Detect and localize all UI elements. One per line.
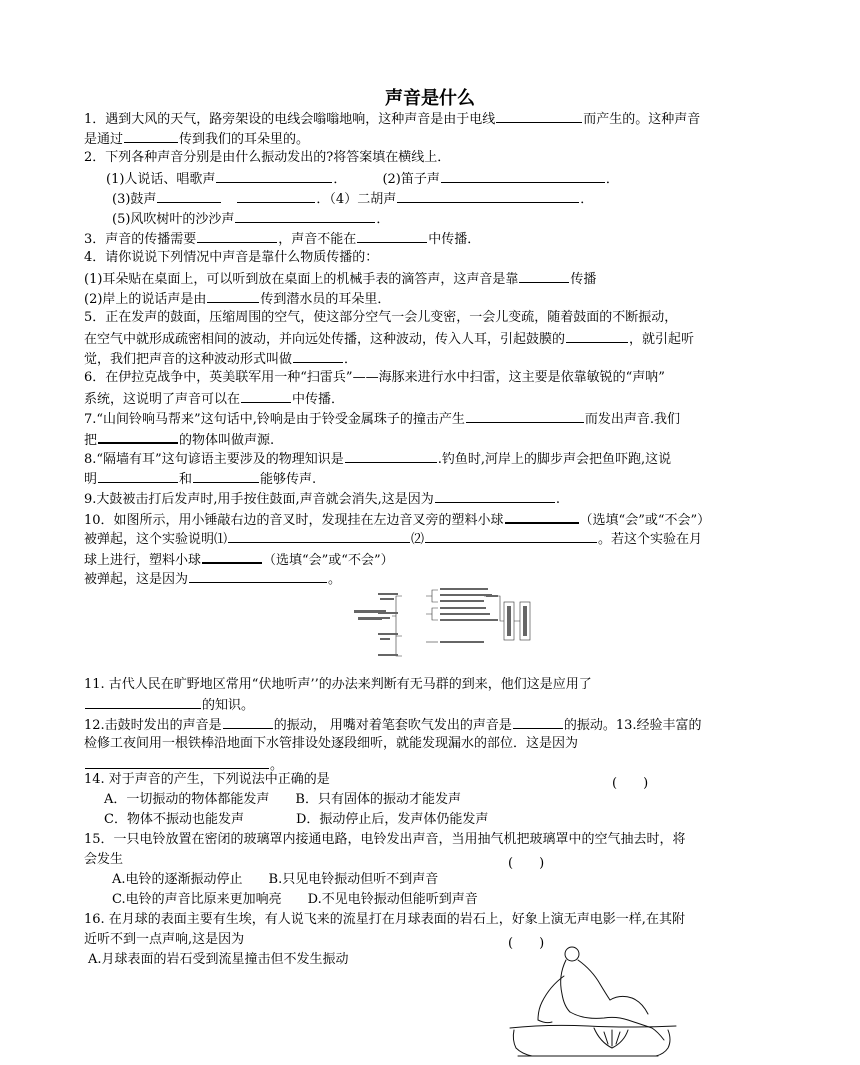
blank[interactable] <box>566 330 628 343</box>
blank[interactable] <box>519 270 569 283</box>
blank[interactable] <box>345 450 437 463</box>
blank[interactable] <box>241 390 291 403</box>
q9-line: 9.大鼓被击打后发声时,用手按住鼓面,声音就会消失,这是因为 . <box>84 492 560 507</box>
q16-line2: 近听不到一点声响,这是因为 <box>84 932 245 947</box>
blank[interactable] <box>124 130 178 143</box>
q2-item5: (5)风吹树叶的沙沙声 ． <box>112 212 390 227</box>
blank[interactable] <box>98 470 178 483</box>
blank[interactable] <box>235 210 375 223</box>
blank[interactable] <box>397 190 579 203</box>
blank[interactable] <box>98 430 178 444</box>
blank[interactable] <box>193 470 259 483</box>
q7-line2: 把 的物体叫做声源. <box>84 430 274 449</box>
page-title: 声音是什么 <box>385 88 475 109</box>
q16-option-a: A.月球表面的岩石受到流星撞击但不发生振动 <box>88 952 349 967</box>
blank[interactable] <box>228 530 410 543</box>
q8-line1: 8.“隔墙有耳”这句谚语主要涉及的物理知识是 .钓鱼时,河岸上的脚步声会把鱼吓跑,这说 <box>84 452 672 467</box>
q10-line4: 被弹起，这是因为 。 <box>84 572 342 587</box>
q13-line2: 。 <box>84 756 283 774</box>
q1-line1: 1．遇到大风的天气，路旁架设的电线会嗡嗡地响，这种声音是由于电线 而产生的。这种声音 <box>84 112 701 127</box>
q5-line1: 5．正在发声的鼓面，压缩周围的空气，使这部分空气一会儿变密，一会儿变疏，随着鼓面的不断振动， <box>84 310 678 325</box>
q16-line1: 16. 在月球的表面主要有生埃，有人说飞来的流星打在月球表面的岩石上，好象上演无声电影一样,在其附 <box>84 912 685 927</box>
q10-line1: 10．如图所示，用小锤敲右边的音叉时，发现挂在左边音叉旁的塑料小球 （选填“会”或“不会”） <box>84 510 710 529</box>
q14-options-cd: C．物体不振动也能发声 D．振动停止后，发声体仍能发声 <box>104 812 489 827</box>
blank[interactable] <box>202 550 262 564</box>
q10-line3: 球上进行，塑料小球 （选填“会”或“不会”） <box>84 550 394 569</box>
q11-line1: 11. 古代人民在旷野地区常用“伏地听声’’的办法来判断有无马群的到来，他们这是应用了 <box>84 677 592 692</box>
q3-line: 3．声音的传播需要 ，声音不能在 中传播． <box>84 232 481 247</box>
blank[interactable] <box>505 510 579 524</box>
q2-line1: 2．下列各种声音分别是由什么振动发出的?将答案填在横线上． <box>84 150 451 165</box>
q15-line1: 15．一只电铃放置在密闭的玻璃罩内接通电路，电铃发出声音，当用抽气机把玻璃罩中的空气抽去时，将 <box>84 832 686 847</box>
blank[interactable] <box>425 530 597 543</box>
q14-answer-paren[interactable]: ( ) <box>612 776 649 791</box>
blank[interactable] <box>237 190 315 203</box>
q15-answer-paren[interactable]: ( ) <box>508 856 545 871</box>
q7-line1: 7.“山间铃响马帮来”这句话中,铃响是由于铃受金属珠子的撞击产生 而发出声音.我们 <box>84 412 680 427</box>
q1-line2: 是通过 传到我们的耳朵里的。 <box>84 132 310 147</box>
blank[interactable] <box>85 696 201 709</box>
blank[interactable] <box>293 350 343 363</box>
q12-line1: 12.击鼓时发出的声音是 的振动， 用嘴对着笔套吹气发出的声音是 的振动。13.经验丰富的 <box>84 718 702 733</box>
q15-options-ab: A.电铃的逐渐振动停止 B.只见电铃振动但听不到声音 <box>112 872 439 887</box>
blank[interactable] <box>189 570 327 583</box>
q2-item3-4: (3)鼓声 ．（4）二胡声 ． <box>112 192 594 207</box>
mind-map-figure <box>350 588 600 666</box>
q15-options-cd: C.电铃的声音比原来更加响亮 D.不见电铃振动但能听到声音 <box>112 892 478 907</box>
blank[interactable] <box>216 170 332 183</box>
blank[interactable] <box>466 410 584 423</box>
q11-line2: 的知识。 <box>84 696 254 714</box>
blank[interactable] <box>223 716 273 729</box>
q14-options-ab: A．一切振动的物体都能发声 B．只有固体的振动才能发声 <box>104 792 461 807</box>
q5-line3: 觉，我们把声音的这种波动形式叫做 ． <box>84 352 358 367</box>
blank[interactable] <box>85 756 269 769</box>
q6-line2: 系统，这说明了声音可以在 中传播． <box>84 392 345 407</box>
person-listening-ground-illustration <box>508 936 678 1060</box>
blank[interactable] <box>513 716 563 729</box>
q4-line3: (2)岸上的说话声是由 传到潜水员的耳朵里． <box>84 292 391 307</box>
blank[interactable] <box>197 230 277 243</box>
q4-line1: 4．请你说说下列情况中声音是靠什么物质传播的： <box>84 250 379 265</box>
q13-line1: 检修工夜间用一根铁棒沿地面下水管排设处逐段细听，就能发现漏水的部位．这是因为 <box>84 736 579 751</box>
q15-line2: 会发生 <box>84 852 124 867</box>
blank[interactable] <box>435 490 555 503</box>
q6-line1: 6．在伊拉克战争中，英美联军用一种“扫雷兵”——海豚来进行水中扫雷，这主要是依靠敏锐的“声呐” <box>84 370 665 385</box>
q5-line2: 在空气中就形成疏密相间的波动，并向远处传播，这种波动，传入人耳，引起鼓膜的 ，就引起听 <box>84 332 695 347</box>
q10-line2: 被弹起，这个实验说明⑴ ⑵ 。若这个实验在月 <box>84 532 703 547</box>
q14-stem: 14. 对于声音的产生，下列说法中正确的是 <box>84 772 330 787</box>
blank[interactable] <box>496 110 582 123</box>
blank[interactable] <box>157 190 221 203</box>
q8-line2: 明 和 能够传声. <box>84 472 317 487</box>
q4-line2: (1)耳朵贴在桌面上，可以听到放在桌面上的机械手表的滴答声，这声音是靠 传播 <box>84 272 597 287</box>
blank[interactable] <box>357 230 427 243</box>
q16-answer-paren[interactable]: ( ) <box>508 936 545 951</box>
blank[interactable] <box>207 290 259 303</box>
q2-item1-2: (1)人说话、唱歌声 ． (2)笛子声 ． <box>106 172 619 187</box>
blank[interactable] <box>441 170 605 183</box>
